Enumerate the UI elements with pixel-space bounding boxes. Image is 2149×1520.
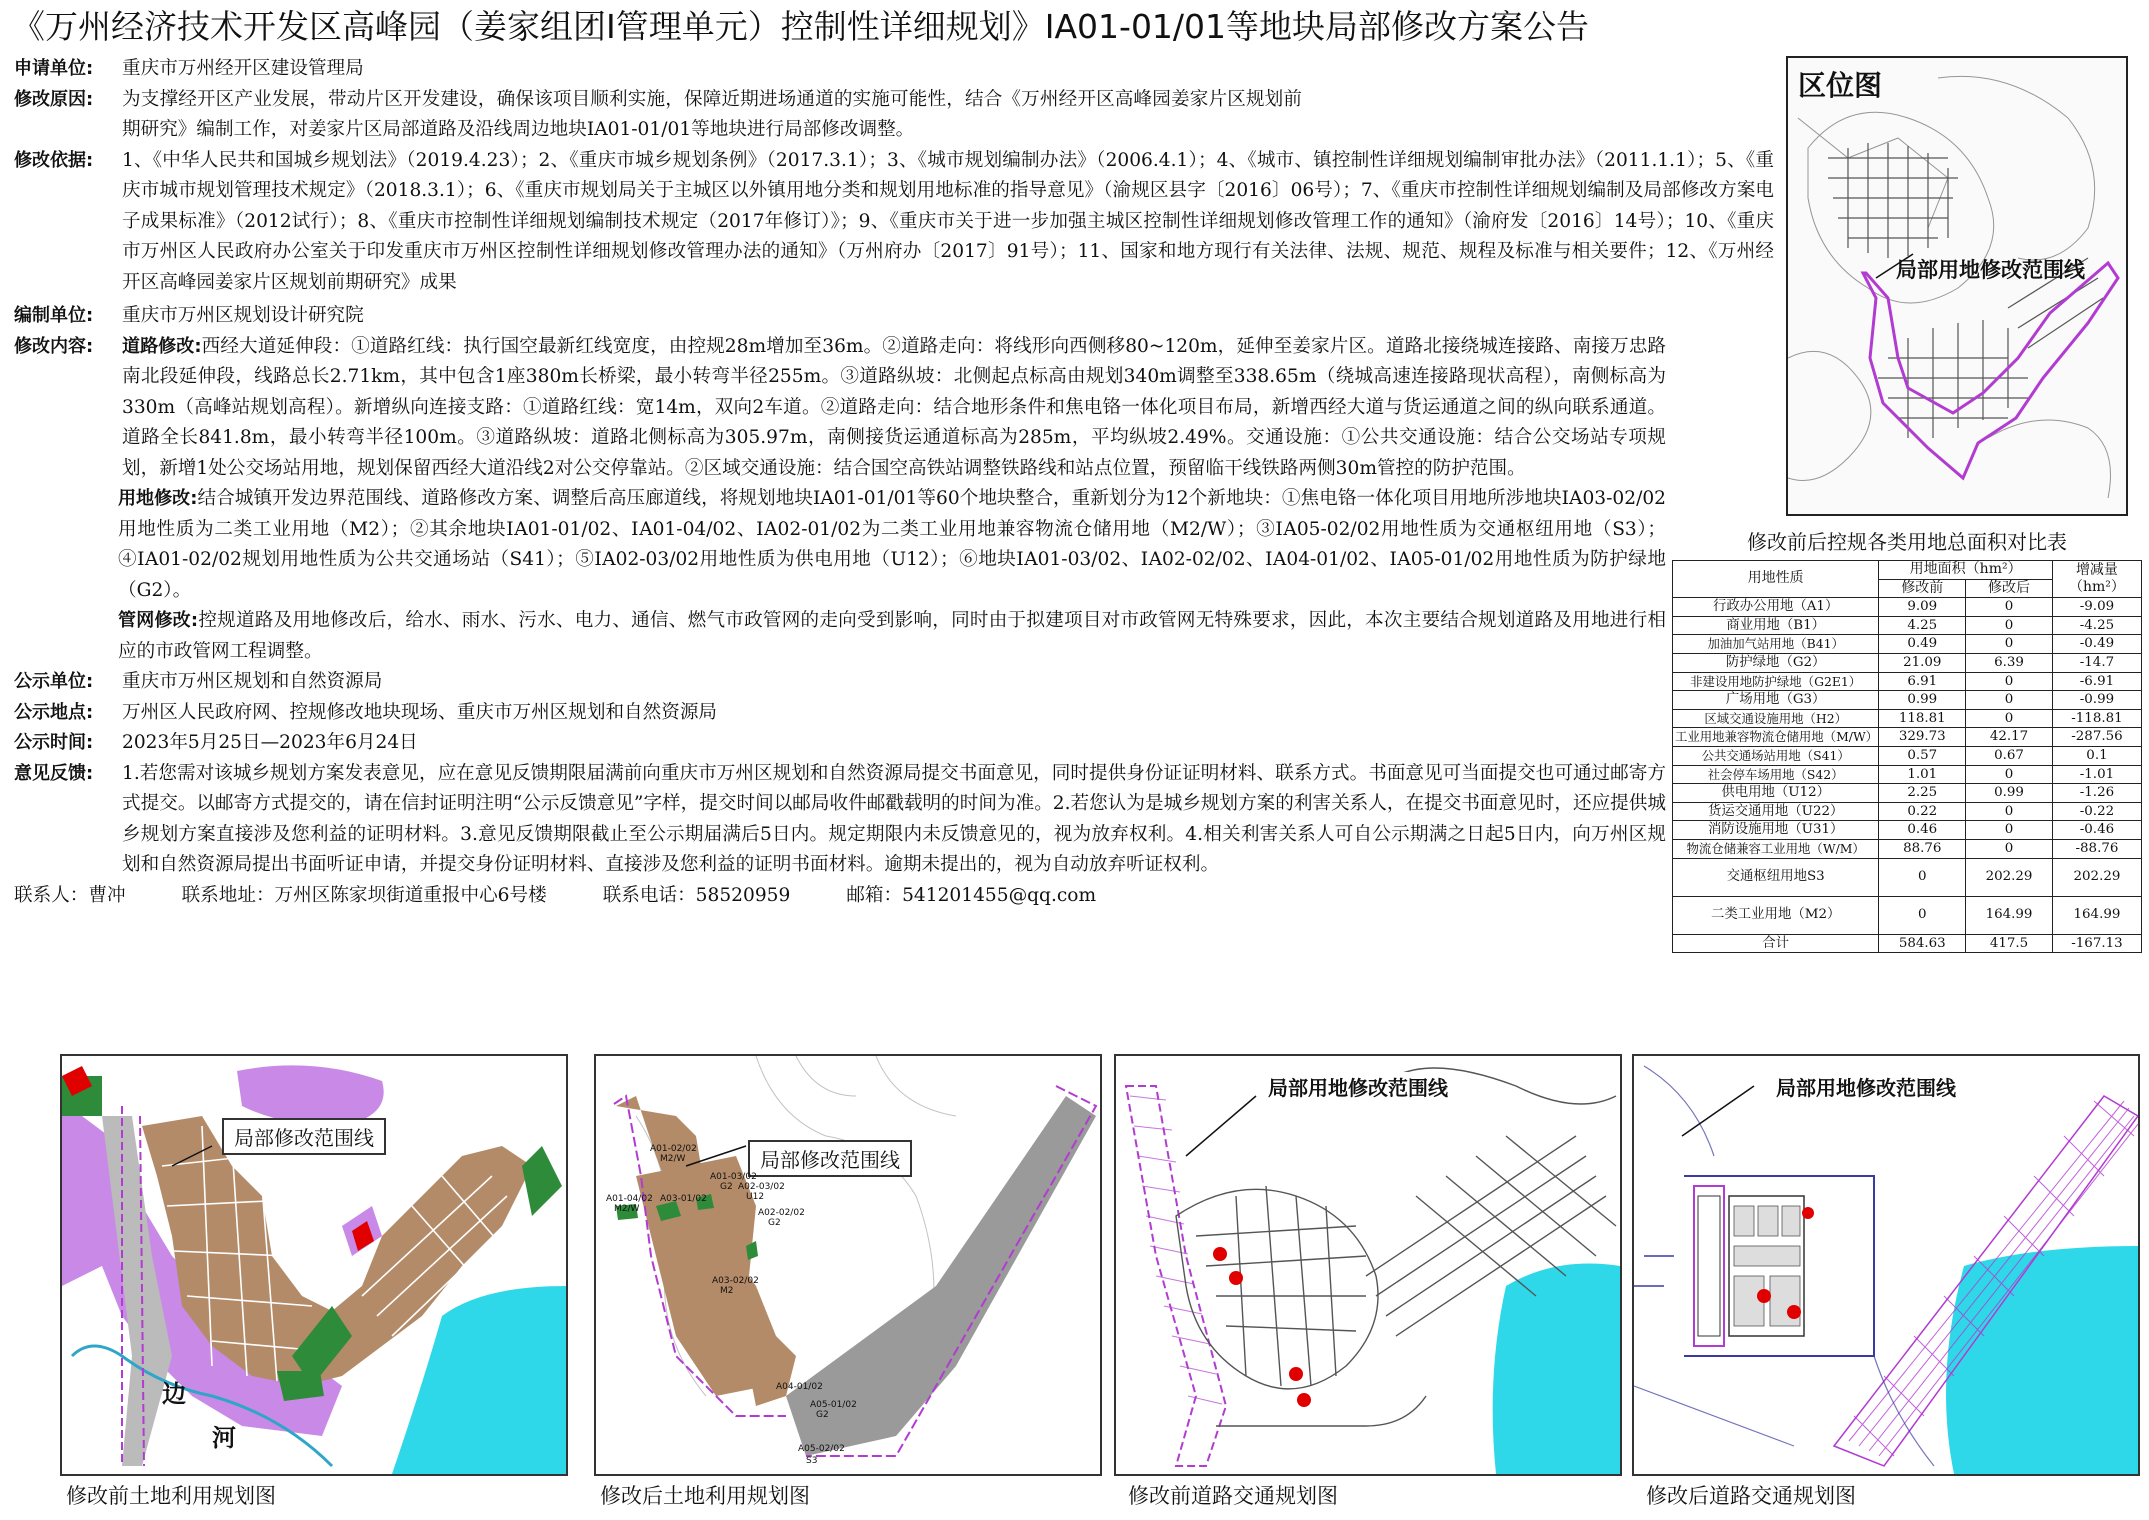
map-before-land	[60, 1054, 568, 1476]
content-label: 修改内容:	[14, 335, 94, 357]
map-river-label-2: 河	[212, 1424, 236, 1452]
cell-type: 加油加气站用地（B41）	[1673, 635, 1879, 654]
cell-after: 0	[1966, 839, 2053, 858]
cell-type: 防护绿地（G2）	[1673, 653, 1879, 672]
map-before-road-caption: 修改前道路交通规划图	[1128, 1484, 1338, 1508]
pub-time-value: 2023年5月25日—2023年6月24日	[122, 732, 418, 753]
map-before-land-callout: 局部修改范围线	[222, 1118, 386, 1155]
cell-change: 164.99	[2052, 896, 2141, 934]
table-row	[1673, 821, 2142, 840]
table-row	[1673, 746, 2142, 765]
cell-before: 6.91	[1879, 672, 1966, 691]
applicant-row	[14, 54, 1766, 85]
cell-before: 1.01	[1879, 765, 1966, 784]
cell-after: 0	[1966, 691, 2053, 710]
cell-before: 0	[1879, 858, 1966, 896]
feedback-value: 1.若您需对该城乡规划方案发表意见，应在意见反馈期限届满前向重庆市万州区规划和自然资源局提交书面意见，同时提供身份证证明材料、联系方式。书面意见可当面提交也可通过邮寄方式提交。以邮寄方式提交的，请在信封证明注明“公示反馈意见”字样，提交时间以邮局收件邮戳载明的时间为准。2.若您认为是城乡规划方案的利害关系人，在提交书面意见时，还应提供城乡规划方案直接涉及您利益的证明材料。3.意见反馈期限截止至公示期届满后5日内。规定期限内未反馈意见的，视为放弃权利。4.相关利害关系人可自公示期满之日起5日内，向万州区规划和自然资源局提出书面听证申请，并提交身份证明材料、直接涉及您利益的证明书面材料。逾期未提出的，视为自动放弃听证权利。	[122, 762, 1666, 875]
parcel-label: G2	[816, 1410, 829, 1420]
compiler-value: 重庆市万州区规划设计研究院	[122, 305, 364, 326]
table-row	[1673, 672, 2142, 691]
cell-change: -9.09	[2052, 598, 2141, 617]
cell-change: -0.46	[2052, 821, 2141, 840]
land-text: 结合城镇开发边界范围线、道路修改方案、调整后高压廊道线，将规划地块ⅠA01-01/01等60个地块整合，重新划分为12个新地块：①焦电铬一体化项目用地所涉地块ⅠA03-02/02用地性质为二类工业用地（M2）；②其余地块ⅠA01-01/02、ⅠA01-04/02、ⅠA02-01/02为二类工业用地兼容物流仓储用地（M2/W）；③ⅠA05-02/02用地性质为交通枢纽用地（S3）；④ⅠA01-02/02规划用地性质为公共交通场站（S41）；⑤ⅠA02-03/02用地性质为供电用地（U12）；⑥地块ⅠA01-03/02、ⅠA02-02/02、ⅠA04-01/02、ⅠA05-01/02用地性质为防护绿地（G2）。	[118, 488, 1667, 601]
parcel-label: A01-04/02	[606, 1194, 653, 1204]
cell-after: 6.39	[1966, 653, 2053, 672]
road-text: 西经大道延伸段：①道路红线：执行国空最新红线宽度，由控规28m增加至36m。②道路走向：将线形向西侧移80~120m，延伸至姜家片区。道路北接绕城连接路、南接万忠路南北段延伸段，线路总长2.71km，其中包含1座380m长桥梁，最小转弯半径255m。③道路纵坡：北侧起点标高由规划340m调整至338.65m（绕城高速连接路现状高程），南侧标高为330m（高峰站规划高程）。新增纵向连接支路：①道路红线：宽14m，双向2车道。②道路走向：结合地形条件和焦电铬一体化项目布局，新增西经大道与货运通道之间的纵向联系通道。道路全长841.8m，最小转弯半径100m。③道路纵坡：道路北侧标高为305.97m，南侧接货运通道标高为285m，平均纵坡2.49%。交通设施：①公共交通设施：结合公交场站专项规划，新增1处公交场站用地，规划保留西经大道沿线2对公交停靠站。②区域交通设施：结合国空高铁站调整铁路线和站点位置，预留临干线铁路两侧30m管控的防护范围。	[122, 335, 1666, 479]
cell-before: 584.63	[1879, 934, 1966, 953]
cell-after: 164.99	[1966, 896, 2053, 934]
location-map-title: 区位图	[1798, 69, 1883, 102]
table-row	[1673, 616, 2142, 635]
cell-change: -167.13	[2052, 934, 2141, 953]
parcel-label: A01-02/02	[650, 1144, 697, 1154]
reason-row	[14, 85, 1302, 146]
parcel-label: A02-02/02	[758, 1208, 805, 1218]
cell-after: 0	[1966, 672, 2053, 691]
cell-after: 202.29	[1966, 858, 2053, 896]
land-head: 用地修改:	[118, 488, 198, 509]
pipe-text: 控规道路及用地修改后，给水、雨水、污水、电力、通信、燃气市政管网的走向受到影响，同时由于拟建项目对市政管网无特殊要求，因此，本次主要结合规划道路及用地进行相应的市政管网工程调整。	[118, 610, 1666, 662]
feedback-row	[14, 759, 1666, 881]
cell-before: 0.49	[1879, 635, 1966, 654]
cell-before: 0.22	[1879, 802, 1966, 821]
pub-place-label: 公示地点:	[14, 701, 94, 723]
cell-before: 21.09	[1879, 653, 1966, 672]
col-after-header: 修改后	[1966, 579, 2053, 598]
page-title: 《万州经济技术开发区高峰园（姜家组团I管理单元）控制性详细规划》ⅠA01-01/01等地块局部修改方案公告	[12, 7, 1590, 46]
cell-type: 区域交通设施用地（H2）	[1673, 709, 1879, 728]
basis-row	[14, 146, 1774, 299]
table-row	[1673, 802, 2142, 821]
feedback-label: 意见反馈:	[14, 762, 94, 784]
table-row	[1673, 728, 2142, 747]
map-after-road-callout: 局部用地修改范围线	[1776, 1072, 1956, 1101]
cell-after: 0	[1966, 802, 2053, 821]
table-row	[1673, 896, 2142, 934]
map-after-road-drawing	[1634, 1056, 2138, 1474]
map-after-land-caption: 修改后土地利用规划图	[600, 1484, 810, 1508]
map-before-road-callout: 局部用地修改范围线	[1268, 1072, 1448, 1101]
pipe-head: 管网修改:	[118, 610, 199, 631]
basis-value: 1、《中华人民共和国城乡规划法》（2019.4.23）；2、《重庆市城乡规划条例》（2017.3.1）；3、《城市规划编制办法》（2006.4.1）；4、《城市、镇控制性详细规划编制审批办法》（2011.1.1）；5、《重庆市城市规划管理技术规定》（2018.3.1）；6、《重庆市规划局关于主城区以外镇用地分类和规划用地标准的指导意见》（渝规区县字〔2016〕06号）；7、《重庆市控制性详细规划编制及局部修改方案电子成果标准》（2012试行）；8、《重庆市控制性详细规划编制技术规定（2017年修订）》；9、《重庆市关于进一步加强主城区控制性详细规划修改管理工作的通知》（渝府发〔2016〕14号）；10、《重庆市万州区人民政府办公室关于印发重庆市万州区控制性详细规划修改管理办法的通知》（万州府办〔2017〕91号）；11、国家和地方现行有关法律、法规、规范、规程及标准与相关要件；12、《万州经开区高峰园姜家片区规划前期研究》成果	[122, 149, 1774, 293]
cell-before: 88.76	[1879, 839, 1966, 858]
col-type-header: 用地性质	[1673, 561, 1879, 598]
parcel-label: S3	[806, 1456, 818, 1466]
col-change-header: 增减量（hm²）	[2052, 561, 2141, 598]
cell-before: 0	[1879, 896, 1966, 934]
cell-change: 202.29	[2052, 858, 2141, 896]
cell-type: 二类工业用地（M2）	[1673, 896, 1879, 934]
map-after-land	[594, 1054, 1102, 1476]
road-head: 道路修改:	[122, 335, 202, 357]
contact-address: 联系地址：万州区陈家坝街道重报中心6号楼	[181, 884, 547, 906]
pipe-row	[14, 606, 1666, 667]
cell-after: 0.67	[1966, 746, 2053, 765]
cell-change: 0.1	[2052, 746, 2141, 765]
table-row	[1673, 765, 2142, 784]
contact-phone: 联系电话：58520959	[602, 884, 791, 906]
table-row	[1673, 784, 2142, 803]
cell-before: 0.57	[1879, 746, 1966, 765]
cell-type: 非建设用地防护绿地（G2E1）	[1673, 672, 1879, 691]
table-caption: 修改前后控规各类用地总面积对比表	[1747, 530, 2067, 554]
map-before-road	[1114, 1054, 1622, 1476]
map-before-road-drawing	[1116, 1056, 1620, 1474]
cell-after: 417.5	[1966, 934, 2053, 953]
table-row	[1673, 839, 2142, 858]
cell-after: 0	[1966, 765, 2053, 784]
pub-time-row	[14, 728, 1766, 759]
applicant-value: 重庆市万州经开区建设管理局	[122, 58, 364, 79]
col-before-header: 修改前	[1879, 579, 1966, 598]
location-map-range-label: 局部用地修改范围线	[1896, 258, 2085, 282]
pub-place-row	[14, 698, 1766, 729]
table-row	[1673, 598, 2142, 617]
cell-type: 商业用地（B1）	[1673, 616, 1879, 635]
col-area-header: 用地面积（hm²）	[1879, 561, 2053, 580]
cell-change: -6.91	[2052, 672, 2141, 691]
table-row	[1673, 653, 2142, 672]
pub-place-value: 万州区人民政府网、控规修改地块现场、重庆市万州区规划和自然资源局	[122, 701, 718, 723]
cell-change: -4.25	[2052, 616, 2141, 635]
pub-unit-value: 重庆市万州区规划和自然资源局	[122, 671, 383, 692]
parcel-label: G2	[768, 1218, 781, 1228]
cell-change: -1.26	[2052, 784, 2141, 803]
cell-change: -88.76	[2052, 839, 2141, 858]
cell-type: 供电用地（U12）	[1673, 784, 1879, 803]
cell-before: 0.46	[1879, 821, 1966, 840]
modification-boundary-line	[1863, 263, 2118, 478]
cell-before: 118.81	[1879, 709, 1966, 728]
cell-type: 消防设施用地（U31）	[1673, 821, 1879, 840]
map-river-label-1: 边	[162, 1380, 186, 1408]
pub-time-label: 公示时间:	[14, 732, 94, 753]
pub-unit-row	[14, 667, 1766, 698]
table-row	[1673, 635, 2142, 654]
location-map	[1786, 56, 2128, 516]
cell-before: 4.25	[1879, 616, 1966, 635]
notice-body	[14, 54, 1774, 911]
contact-row	[14, 881, 1766, 912]
cell-after: 0	[1966, 598, 2053, 617]
applicant-label: 申请单位:	[14, 58, 94, 79]
land-area-table	[1672, 560, 2142, 953]
cell-change: -118.81	[2052, 709, 2141, 728]
parcel-label: A05-01/02	[810, 1400, 857, 1410]
parcel-label: A01-03/02	[710, 1172, 757, 1182]
parcel-label: M2/W	[614, 1204, 640, 1214]
table-row	[1673, 858, 2142, 896]
cell-after: 0	[1966, 616, 2053, 635]
cell-type: 广场用地（G3）	[1673, 691, 1879, 710]
cell-after: 0.99	[1966, 784, 2053, 803]
content-row	[14, 332, 1666, 485]
table-row	[1673, 691, 2142, 710]
cell-type: 交通枢纽用地S3	[1673, 858, 1879, 896]
pub-unit-label: 公示单位:	[14, 671, 94, 692]
parcel-label: M2/W	[660, 1154, 686, 1164]
cell-after: 0	[1966, 709, 2053, 728]
table-row	[1673, 709, 2142, 728]
compiler-row	[14, 301, 1766, 332]
contact-person: 联系人：曹冲	[14, 884, 126, 906]
cell-after: 0	[1966, 635, 2053, 654]
basis-label: 修改依据:	[14, 149, 94, 171]
cell-change: -0.99	[2052, 691, 2141, 710]
cell-type: 公共交通场站用地（S41）	[1673, 746, 1879, 765]
table-body	[1673, 598, 2142, 953]
reason-value: 为支撑经开区产业发展，带动片区开发建设，确保该项目顺利实施，保障近期进场通道的实施可能性，结合《万州经开区高峰园姜家片区规划前期研究》编制工作，对姜家片区局部道路及沿线周边地块ⅠA01-01/01等地块进行局部修改调整。	[122, 88, 1302, 140]
map-before-land-caption: 修改前土地利用规划图	[66, 1484, 276, 1508]
cell-before: 2.25	[1879, 784, 1966, 803]
cell-before: 329.73	[1879, 728, 1966, 747]
map-after-land-callout: 局部修改范围线	[748, 1140, 912, 1177]
cell-change: -1.01	[2052, 765, 2141, 784]
parcel-label: U12	[746, 1192, 765, 1202]
parcel-label: A04-01/02	[776, 1382, 823, 1392]
parcel-label: M2	[720, 1286, 734, 1296]
reason-label: 修改原因:	[14, 88, 94, 110]
cell-after: 0	[1966, 821, 2053, 840]
cell-type: 合计	[1673, 934, 1879, 953]
cell-type: 行政办公用地（A1）	[1673, 598, 1879, 617]
cell-change: -14.7	[2052, 653, 2141, 672]
parcel-label: A03-02/02	[712, 1276, 759, 1286]
cell-change: -0.22	[2052, 802, 2141, 821]
cell-after: 42.17	[1966, 728, 2053, 747]
contact-email[interactable]: 邮箱：541201455@qq.com	[846, 884, 1097, 906]
parcel-label: G2	[720, 1182, 733, 1192]
cell-before: 0.99	[1879, 691, 1966, 710]
parcel-label: A03-01/02	[660, 1194, 707, 1204]
map-after-road-caption: 修改后道路交通规划图	[1646, 1484, 1856, 1508]
parcel-label: A02-03/02	[738, 1182, 785, 1192]
land-row	[14, 484, 1666, 606]
parcel-label: A05-02/02	[798, 1444, 845, 1454]
map-after-road	[1632, 1054, 2140, 1476]
cell-type: 社会停车场用地（S42）	[1673, 765, 1879, 784]
cell-type: 工业用地兼容物流仓储用地（M/W）	[1673, 728, 1879, 747]
cell-type: 货运交通用地（U22）	[1673, 802, 1879, 821]
cell-before: 9.09	[1879, 598, 1966, 617]
location-map-drawing	[1788, 58, 2126, 514]
cell-change: -287.56	[2052, 728, 2141, 747]
cell-type: 物流仓储兼容工业用地（W/M）	[1673, 839, 1879, 858]
cell-change: -0.49	[2052, 635, 2141, 654]
compiler-label: 编制单位:	[14, 305, 94, 326]
table-row	[1673, 934, 2142, 953]
